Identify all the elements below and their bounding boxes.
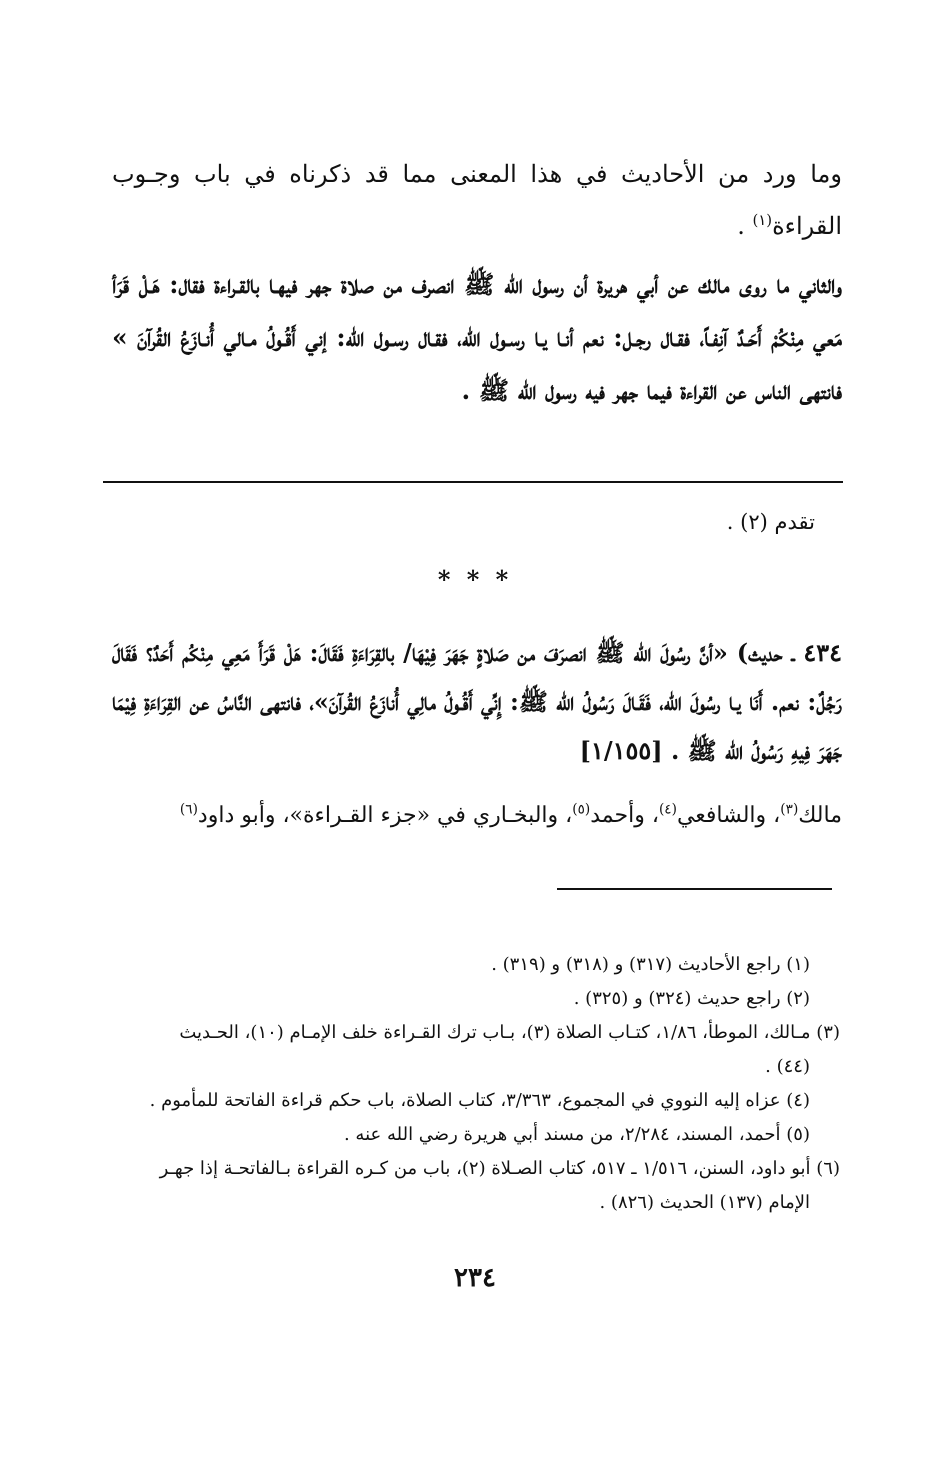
footnote-divider-bottom [557,888,832,890]
footnote-6-continued: الإمام (١٣٧) الحديث (٨٢٦) . [599,1192,810,1213]
intro-end: . [737,212,753,240]
footnote-top: تقدم (٢) . [726,510,815,534]
footnotes-section [112,948,840,1220]
footnote-ref-6: (٦) [179,801,198,818]
intro-paragraph [112,148,842,252]
intro-text: وما ورد من الأحاديث في هذا المعنى مما قد ذكرناه في باب وجـوب القراءة [112,160,842,240]
footnote-ref-4: (٤) [658,801,677,818]
source-shafii: ، والشافعي [676,803,781,828]
hadith-434: ٤٣٤ ـ حديث) «أنَّ رسُولَ الله ﷺ انصرَفَ من صَلاةٍ جَهَرَ فِيْهَا/ بالقِرَاءَةِ فَقَالَ: هَلْ قَرَأَ مَعِي مِنْكُم أَحَدٌ؟ فَقَالَ رَجُلٌ: نعم. أَنَا يـا رسُولَ الله، فَقَـالَ رَسُولُ الله ﷺ: إِنِّي أَقُـولُ مالِي أُنازَعُ القُرآنَ»، فانتهى النَّاسُ عن القِرَاءَةِ فِيْمَا جَهَرَ فِيهِ رَسُولُ الله ﷺ . [١/١٥٥] [112,638,842,765]
footnote-5: (٥) أحمد، المسند، ٢/٢٨٤، من مسند أبي هريرة رضي الله عنه . [343,1124,810,1145]
source-ahmad: ، وأحمد [590,803,659,828]
footnote-divider-top [103,481,843,483]
hadith-sources [112,796,842,836]
footnote-ref-3: (٣) [780,801,799,818]
footnote-6: (٦) أبو داود، السنن، ١/٥١٦ ـ ٥١٧، كتاب الصـلاة (٢)، باب من كـره القراءة بـالفاتحـة إذا جهـر [159,1158,840,1179]
footnote-4: (٤) عزاه إليه النووي في المجموع، ٣/٣٦٣، كتاب الصلاة، باب حكم قراءة الفاتحة للمأموم . [149,1090,810,1111]
source-malik: مالك [798,803,842,828]
footnote-3-continued: (٤٤) . [765,1056,810,1077]
footnote-3: (٣) مـالك، الموطأ، ١/٨٦، كتـاب الصلاة (٣)، بـاب ترك القـراءة خلف الإمـام (١٠)، الحـديث [179,1022,840,1043]
second-narration-paragraph: والثاني ما روى مالك عن أبي هريرة أن رسول الله ﷺ انصرف من صلاة جهر فيهـا بالقـراءة فقال: هَـلْ قَرَأ مَعي مِنْكُمْ أَحَـدٌ آنِفـاً، فقـال رجـل: نعم أنـا يـا رسـول الله، فقـال رسـول الله: إني أَقُـولُ مـالي أُنـازَعُ القُرآنَ » فانتهى الناس عن القراءة فيما جهر فيه رسول الله ﷺ . [112,270,842,405]
footnote-ref-5: (٥) [572,801,591,818]
page-number: ٢٣٤ [454,1263,496,1293]
section-separator: * * * [437,565,513,594]
source-bukhari-abudawud: ، والبخـاري في «جزء القـراءة»، وأبو داود [197,803,573,828]
footnote-2: (٢) راجع حديث (٣٢٤) و (٣٢٥) . [573,988,810,1009]
footnote-1: (١) راجع الأحاديث (٣١٧) و (٣١٨) و (٣١٩) . [491,954,810,975]
footnote-ref-1: (١) [752,211,773,229]
